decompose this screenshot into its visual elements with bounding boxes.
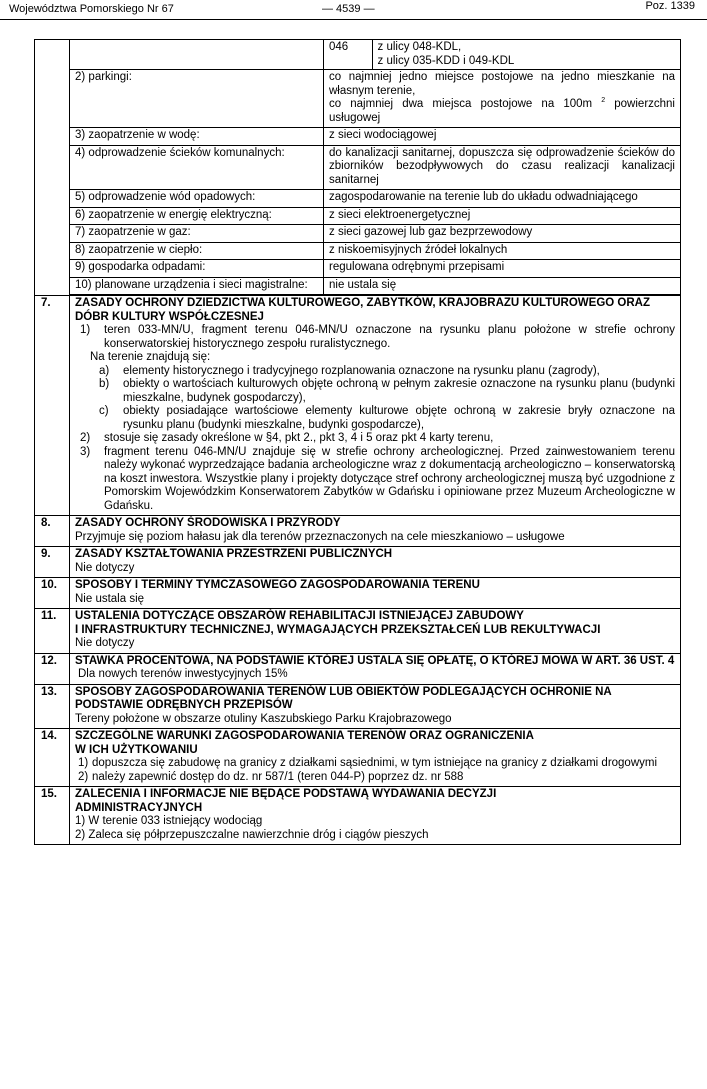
section-13 bbox=[35, 684, 681, 729]
section-10-number: 10. bbox=[35, 578, 70, 609]
s14-item-1: 1) dopuszcza się zabudowę na granicy z działkami sąsiednimi, w tym istniejące na granicy z działkami drogowymi bbox=[78, 757, 658, 769]
section-13-content bbox=[70, 684, 681, 729]
section-14-title-line-2: W ICH UŻYTKOWANIU bbox=[75, 743, 198, 756]
s7-item-2: 2) stosuje się zasady określone w §4, pkt 2., pkt 3, 4 i 5 oraz pkt 4 karty terenu, bbox=[80, 432, 494, 444]
waste-value: regulowana odrębnymi przepisami bbox=[324, 260, 681, 278]
section-12-text: Dla nowych terenów inwestycyjnych 15% bbox=[78, 668, 288, 680]
s7-item-c: c) obiekty posiadające wartościowe elementy kulturowe objęte ochroną w zakresie bryły oznaczone na rysunku planu (budynki mieszkalne, budynki gospodarcze), bbox=[99, 405, 675, 431]
infra-row-heat bbox=[35, 242, 681, 260]
section-15-line-1: 1) W terenie 033 istniejący wodociąg bbox=[75, 815, 263, 827]
networks-value: nie ustala się bbox=[324, 277, 681, 295]
parking-line-2: co najmniej dwa miejsca postojowe na 100m $^2$ powierzchni usługowej bbox=[329, 97, 675, 124]
infra-row-waste bbox=[35, 260, 681, 278]
section-11-number: 11. bbox=[35, 609, 70, 654]
section-11-text: Nie dotyczy bbox=[75, 637, 135, 649]
s14-item-2: 2) należy zapewnić dostęp do dz. nr 587/1 (teren 044-P) poprzez dz. nr 588 bbox=[78, 770, 464, 783]
section-15-title-line-2: ADMINISTRACYJNYCH bbox=[75, 801, 203, 814]
water-value: z sieci wodociągowej bbox=[324, 128, 681, 146]
road-line-2: z ulicy 035-KDD i 049-KDL bbox=[377, 54, 515, 67]
section-14-title-line-1: SZCZEGÓLNE WARUNKI ZAGOSPODAROWANIA TERENÓW ORAZ OGRANICZENIA bbox=[75, 730, 534, 742]
s7-item-3: 3) fragment terenu 046-MN/U znajduje się w strefie ochrony archeologicznej. Przed zainwestowaniem terenu należy wykonać wyprzedzające badania archeologiczne wraz z dokumentacją archeologiczno – konserwatorską na koszt inwestora. Wszystkie plany i projekty dotyczące stref ochrony archeologicznej muszą być uzgodnione z Pomorskim Wojewódzkim Konserwatorem Zabytków w Gdańsku i opiniowane przez Muzeum Archeologiczne w Gdańsku. bbox=[80, 445, 675, 512]
heat-label: 8) zaopatrzenie w ciepło: bbox=[70, 242, 324, 260]
section-14-content bbox=[70, 729, 681, 787]
roads-subtable bbox=[324, 40, 680, 69]
section-11-title-line-2: I INFRASTRUKTURY TECHNICZNEJ, WYMAGAJĄCYCH PRZEKSZTAŁCEŃ LUB REKULTYWACJI bbox=[75, 623, 601, 636]
section-15-line-2: 2) Zaleca się półprzepuszczalne nawierzchnie dróg i ciągów pieszych bbox=[75, 828, 429, 841]
blank-number-cell bbox=[35, 40, 70, 296]
section-7 bbox=[35, 296, 681, 516]
rainwater-label: 5) odprowadzenie wód opadowych: bbox=[70, 190, 324, 208]
section-10-text: Nie ustala się bbox=[75, 592, 145, 605]
networks-label: 10) planowane urządzenia i sieci magistralne: bbox=[70, 277, 324, 295]
page-header bbox=[0, 0, 707, 22]
sewage-value: do kanalizacji sanitarnej, dopuszcza się odprowadzenie ścieków do zbiorników bezodpływowych do czasu realizacji kanalizacji sanitarnej bbox=[324, 145, 681, 190]
header-journal: Województwa Pomorskiego Nr 67 bbox=[9, 3, 174, 15]
section-8-number: 8. bbox=[35, 516, 70, 547]
section-7-title: ZASADY OCHRONY DZIEDZICTWA KULTUROWEGO, ZABYTKÓW, KRAJOBRAZU KULTUROWEGO ORAZ DÓBR KULTURY WSPÓŁCZESNEJ bbox=[75, 297, 650, 323]
section-12-content bbox=[70, 653, 681, 684]
section-9-content bbox=[70, 547, 681, 578]
section-9-number: 9. bbox=[35, 547, 70, 578]
header-rule bbox=[0, 19, 707, 20]
section-15-content bbox=[70, 787, 681, 845]
roads-value-cell bbox=[324, 40, 681, 70]
infra-row-sewage bbox=[35, 145, 681, 190]
sewage-label: 4) odprowadzenie ścieków komunalnych: bbox=[70, 145, 324, 190]
section-9 bbox=[35, 547, 681, 578]
s7-intro: Na terenie znajdują się: bbox=[90, 351, 211, 363]
section-15 bbox=[35, 787, 681, 845]
section-8 bbox=[35, 516, 681, 547]
section-9-text: Nie dotyczy bbox=[75, 561, 135, 574]
section-11 bbox=[35, 609, 681, 654]
section-7-content bbox=[70, 296, 681, 516]
road-connections bbox=[372, 40, 680, 69]
infra-row-gas bbox=[35, 225, 681, 243]
road-code: 046 bbox=[324, 40, 372, 69]
section-11-content bbox=[70, 609, 681, 654]
parking-label: 2) parkingi: bbox=[70, 70, 324, 128]
section-13-text: Tereny położone w obszarze otuliny Kaszubskiego Parku Krajobrazowego bbox=[75, 712, 452, 725]
section-11-title-line-1: USTALENIA DOTYCZĄCE OBSZARÓW REHABILITACJI ISTNIEJĄCEJ ZABUDOWY bbox=[75, 610, 524, 622]
section-8-title: ZASADY OCHRONY ŚRODOWISKA I PRZYRODY bbox=[75, 517, 341, 529]
s7-item-a: a) elementy historycznego i tradycyjnego rozplanowania oznaczone na rysunku planu (zagrody), bbox=[99, 364, 600, 377]
section-14 bbox=[35, 729, 681, 787]
section-8-content bbox=[70, 516, 681, 547]
water-label: 3) zaopatrzenie w wodę: bbox=[70, 128, 324, 146]
gas-label: 7) zaopatrzenie w gaz: bbox=[70, 225, 324, 243]
infra-row-water bbox=[35, 128, 681, 146]
infra-row-roads bbox=[35, 40, 681, 70]
road-line-1: z ulicy 048-KDL, bbox=[377, 41, 462, 53]
section-13-number: 13. bbox=[35, 684, 70, 729]
section-9-title: ZASADY KSZTAŁTOWANIA PRZESTRZENI PUBLICZNYCH bbox=[75, 548, 393, 560]
roads-label-cell bbox=[70, 40, 324, 70]
section-12 bbox=[35, 653, 681, 684]
s7-item-b: b) obiekty o wartościach kulturowych objęte ochroną w pełnym zakresie oznaczone na rysunku planu (budynki mieszkalne, budynek gospodarczy), bbox=[99, 378, 675, 404]
section-10-title: SPOSOBY I TERMINY TYMCZASOWEGO ZAGOSPODAROWANIA TERENU bbox=[75, 579, 480, 591]
section-14-number: 14. bbox=[35, 729, 70, 787]
s7-item-1: 1) teren 033-MN/U, fragment terenu 046-MN/U oznaczone na rysunku planu położone w strefie ochrony konserwatorskiej historycznego zespołu ruralistycznego. bbox=[80, 324, 675, 350]
gas-value: z sieci gazowej lub gaz bezprzewodowy bbox=[324, 225, 681, 243]
section-13-title: SPOSOBY ZAGOSPODAROWANIA TERENÓW LUB OBIEKTÓW PODLEGAJĄCYCH OCHRONIE NA PODSTAWIE ODRĘBNYCH PRZEPISÓW bbox=[75, 685, 612, 711]
infra-row-rainwater bbox=[35, 190, 681, 208]
electricity-value: z sieci elektroenergetycznej bbox=[324, 207, 681, 225]
heat-value: z niskoemisyjnych źródeł lokalnych bbox=[324, 242, 681, 260]
section-7-number: 7. bbox=[35, 296, 70, 516]
rainwater-value: zagospodarowanie na terenie lub do układu odwadniającego bbox=[324, 190, 681, 208]
section-15-title-line-1: ZALECENIA I INFORMACJE NIE BĘDĄCE PODSTAWĄ WYDAWANIA DECYZJI bbox=[75, 788, 497, 800]
plan-table bbox=[34, 39, 681, 845]
section-15-number: 15. bbox=[35, 787, 70, 845]
header-page-number: — 4539 — bbox=[322, 3, 375, 15]
waste-label: 9) gospodarka odpadami: bbox=[70, 260, 324, 278]
electricity-label: 6) zaopatrzenie w energię elektryczną: bbox=[70, 207, 324, 225]
header-position: Poz. 1339 bbox=[645, 0, 695, 12]
section-8-text: Przyjmuje się poziom hałasu jak dla terenów przeznaczonych na cele mieszkaniowo – usługowe bbox=[75, 530, 565, 543]
section-12-title: STAWKA PROCENTOWA, NA PODSTAWIE KTÓREJ USTALA SIĘ OPŁATĘ, O KTÓREJ MOWA W ART. 36 UST. 4 bbox=[75, 654, 675, 667]
section-10 bbox=[35, 578, 681, 609]
infra-row-electricity bbox=[35, 207, 681, 225]
infra-row-parking bbox=[35, 70, 681, 128]
section-10-content bbox=[70, 578, 681, 609]
parking-line-1: co najmniej jedno miejsce postojowe na jedno mieszkanie na własnym terenie, bbox=[329, 71, 675, 97]
infra-row-networks bbox=[35, 277, 681, 295]
section-12-number: 12. bbox=[35, 653, 70, 684]
parking-value bbox=[324, 70, 681, 128]
